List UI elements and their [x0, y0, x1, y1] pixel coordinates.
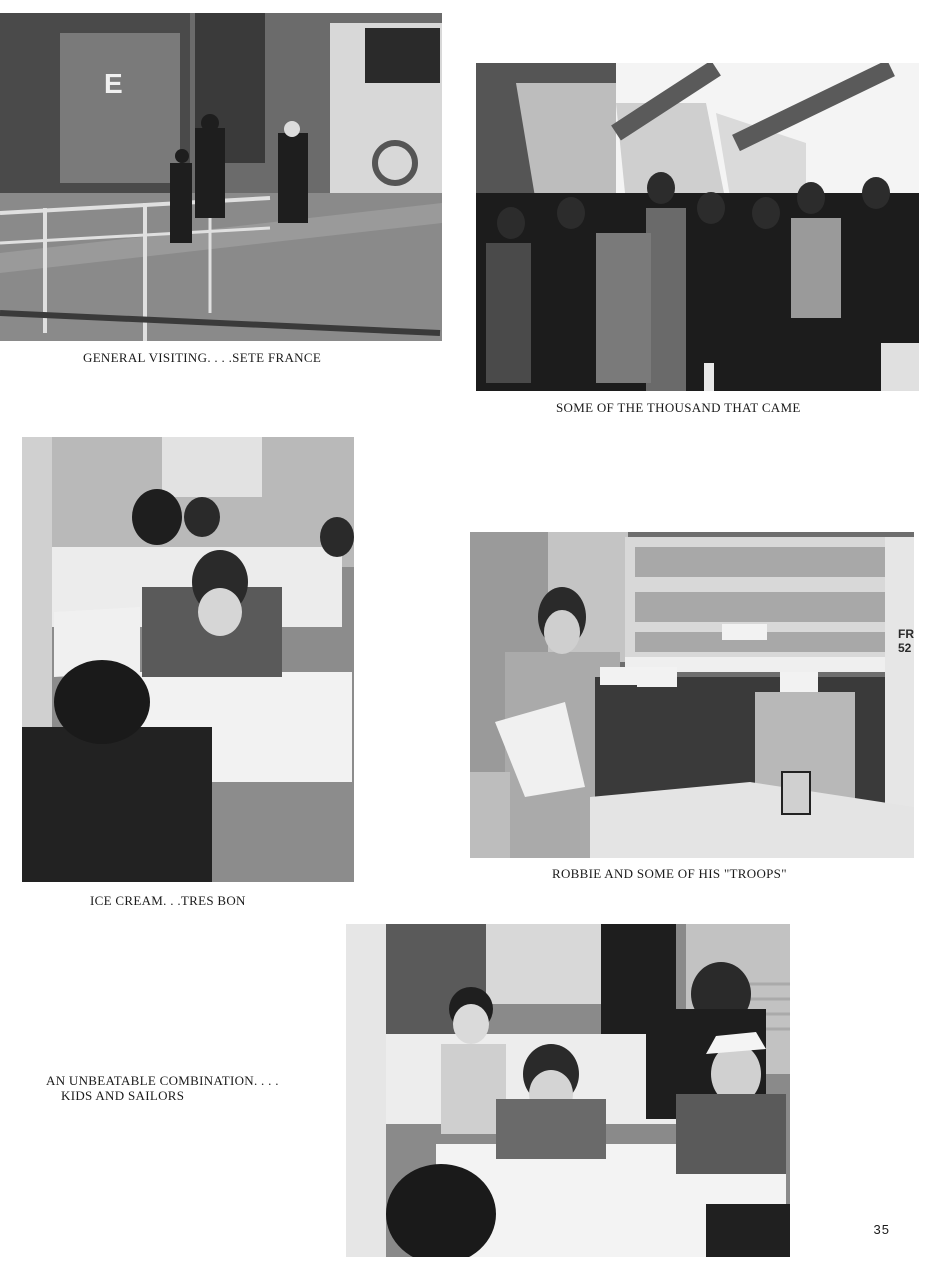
photo-thousand-came [476, 63, 919, 391]
caption-ice-cream: ICE CREAM. . .TRES BON [90, 893, 246, 908]
photo-ice-cream [22, 437, 354, 882]
caption-general-visiting: GENERAL VISITING. . . .SETE FRANCE [83, 350, 322, 365]
hull-letter: E [104, 68, 123, 99]
caption-kids-sailors-line2: KIDS AND SAILORS [61, 1088, 185, 1103]
sign-text: FR 52 [898, 627, 914, 655]
caption-thousand-came: SOME OF THE THOUSAND THAT CAME [556, 400, 801, 415]
page-number: 35 [873, 1222, 890, 1237]
photo-kids-sailors [346, 924, 790, 1257]
caption-kids-sailors-line1: AN UNBEATABLE COMBINATION. . . . [46, 1073, 279, 1088]
photo-robbie-troops [470, 532, 914, 858]
photo-general-visiting [0, 13, 442, 341]
caption-robbie-troops: ROBBIE AND SOME OF HIS "TROOPS" [552, 866, 787, 881]
